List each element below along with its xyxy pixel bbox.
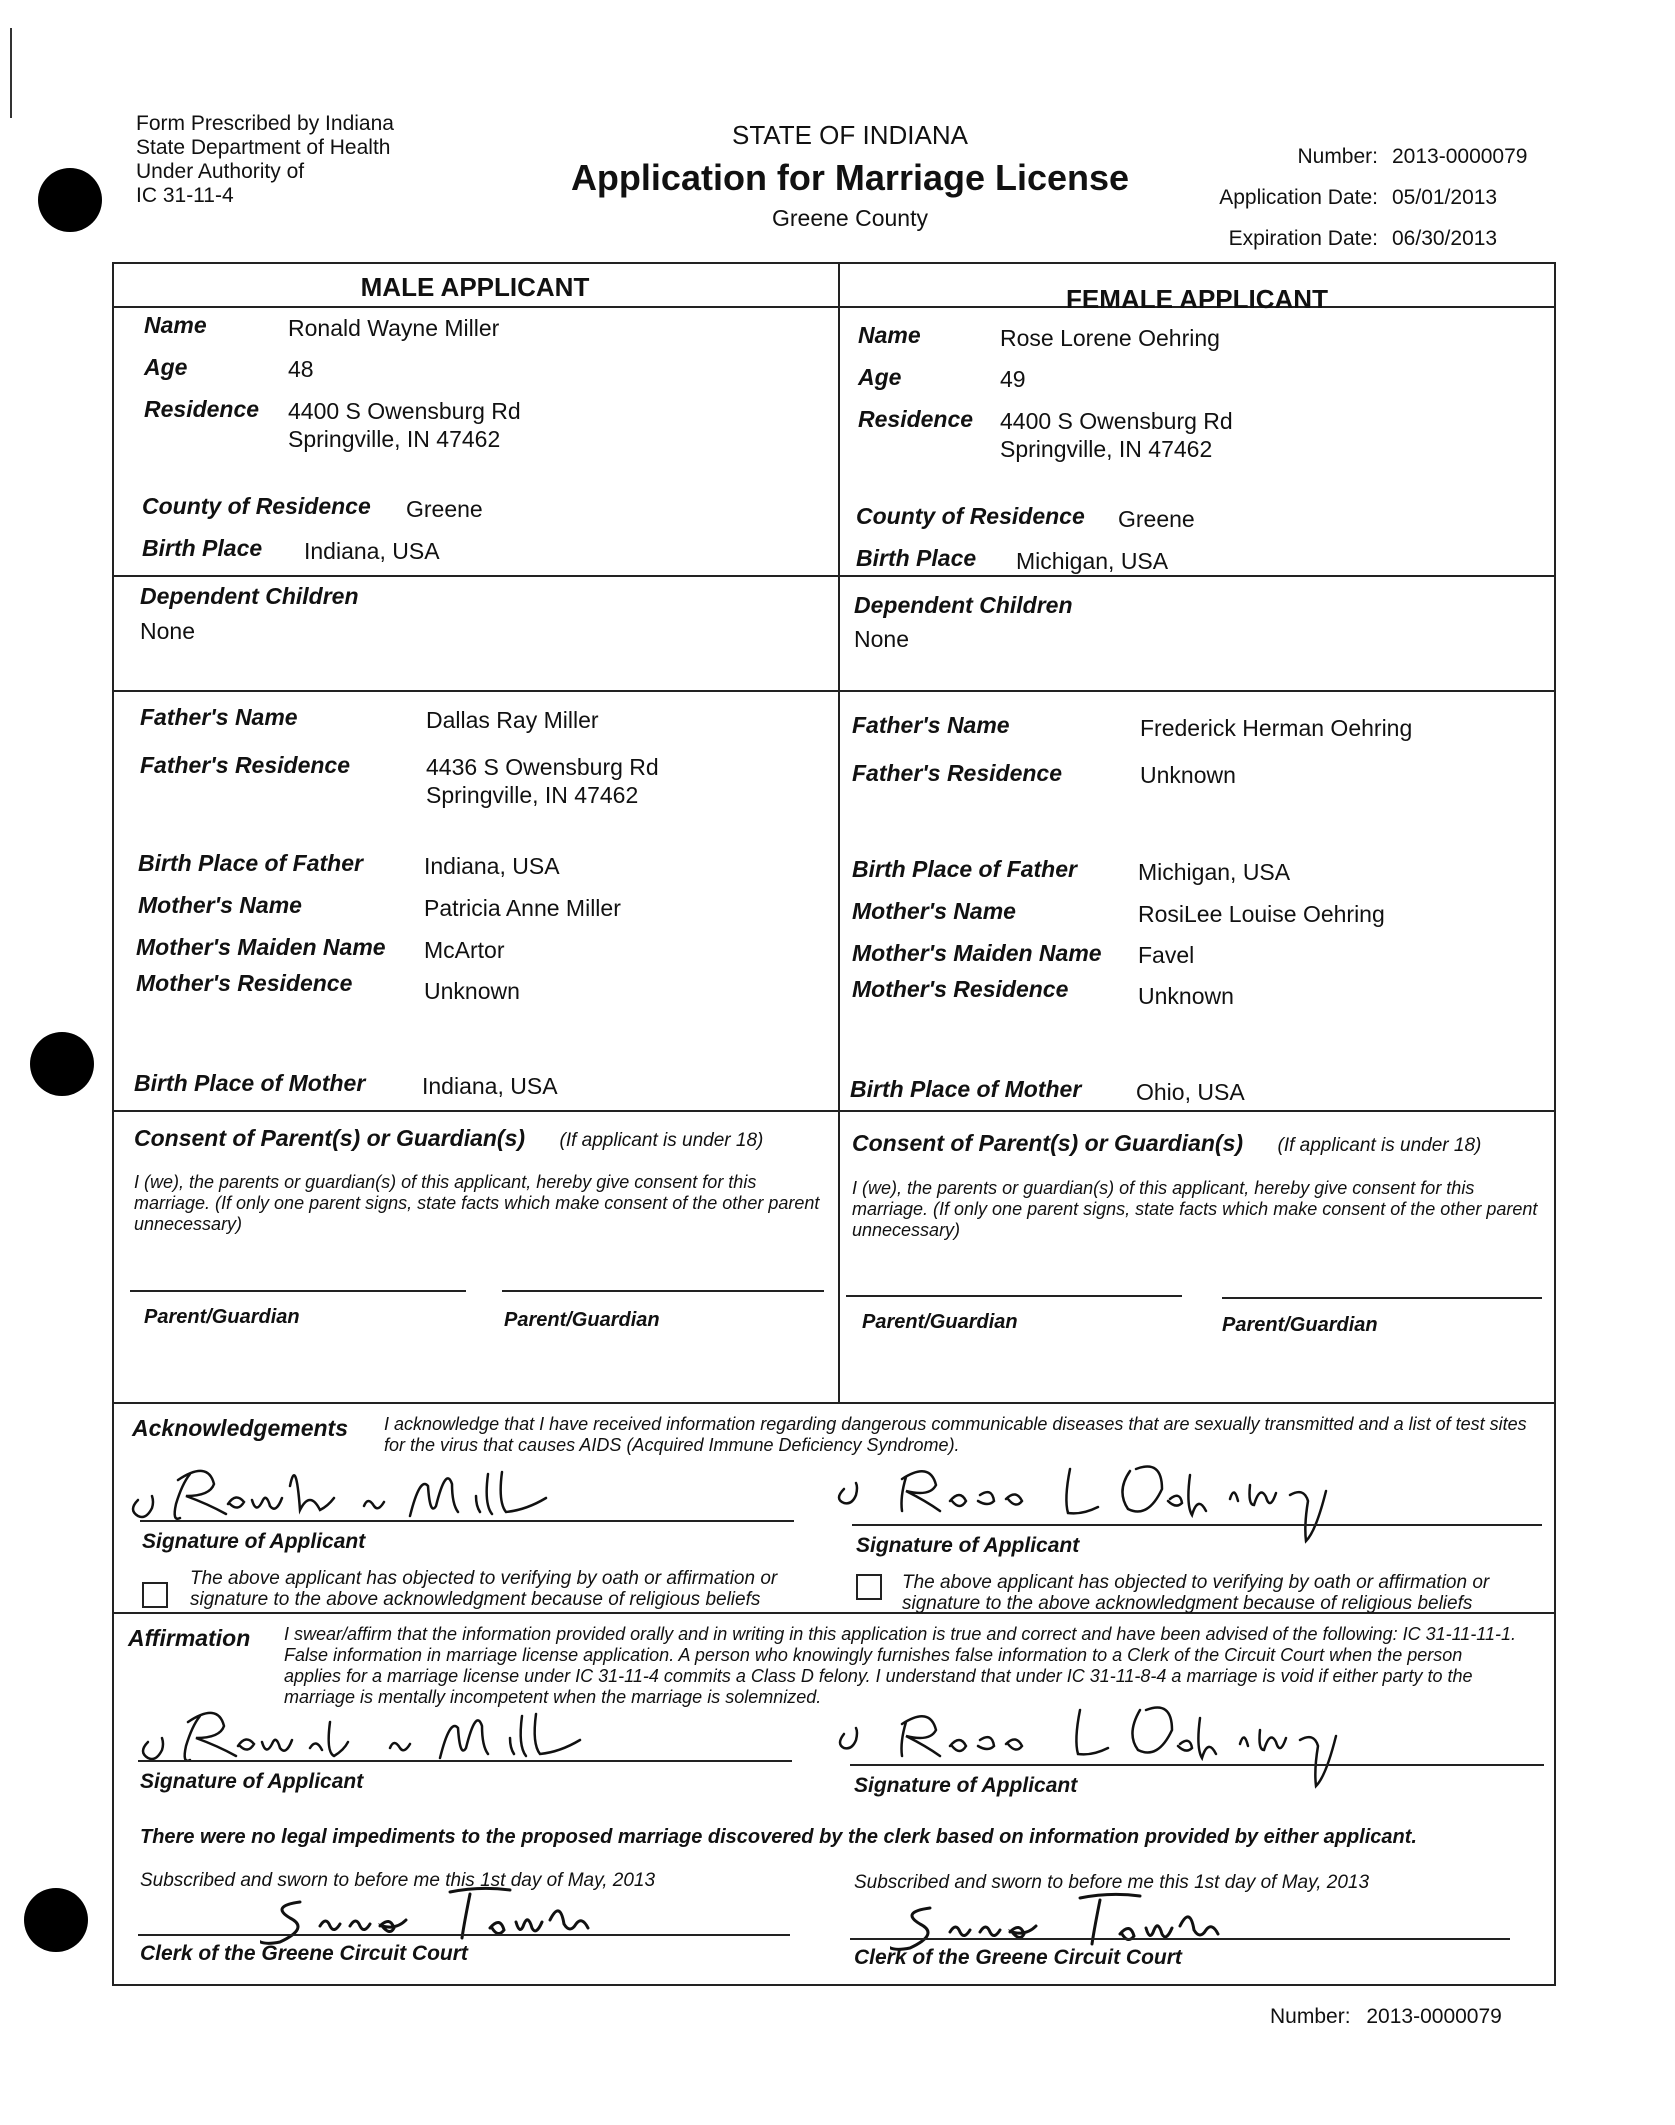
male-dependent-children: None bbox=[140, 618, 195, 644]
male-birth-place: Indiana, USA bbox=[304, 538, 440, 564]
female-birth-place-mother: Ohio, USA bbox=[1136, 1079, 1245, 1105]
application-date-label: Application Date: bbox=[1219, 186, 1378, 209]
section-divider bbox=[112, 690, 1554, 692]
female-residence-line1: 4400 S Owensburg Rd bbox=[1000, 408, 1233, 434]
male-mothers-name: Patricia Anne Miller bbox=[424, 895, 621, 921]
female-residence-line2: Springville, IN 47462 bbox=[1000, 436, 1213, 462]
male-parent-label-1: Parent/Guardian bbox=[144, 1306, 300, 1328]
female-mothers-maiden-name: Favel bbox=[1138, 942, 1195, 968]
authority-line: State Department of Health bbox=[136, 136, 391, 159]
female-applicant-heading: FEMALE APPLICANT bbox=[1066, 284, 1328, 314]
scan-edge-mark bbox=[10, 28, 12, 118]
male-clerk-label: Clerk of the Greene Circuit Court bbox=[140, 1942, 468, 1965]
female-fathers-name: Frederick Herman Oehring bbox=[1140, 715, 1413, 741]
male-mothers-maiden-name-label: Mother's Maiden Name bbox=[136, 934, 386, 960]
male-parent-signature-line-1 bbox=[130, 1290, 466, 1292]
female-fathers-residence-label: Father's Residence bbox=[852, 760, 1062, 786]
male-residence-line1: 4400 S Owensburg Rd bbox=[288, 398, 521, 424]
female-ack-signature bbox=[830, 1455, 1390, 1545]
male-mothers-residence: Unknown bbox=[424, 978, 520, 1004]
expiration-date-value: 06/30/2013 bbox=[1392, 227, 1498, 250]
application-date-value: 05/01/2013 bbox=[1392, 186, 1498, 209]
male-name-label: Name bbox=[144, 312, 207, 338]
female-mothers-residence-label: Mother's Residence bbox=[852, 976, 1069, 1002]
female-aff-signature-line bbox=[850, 1764, 1544, 1766]
female-residence-label: Residence bbox=[858, 406, 974, 432]
female-name-label: Name bbox=[858, 322, 921, 348]
number-label: Number: bbox=[1297, 145, 1378, 168]
female-parent-label-1: Parent/Guardian bbox=[862, 1311, 1018, 1333]
male-objection-checkbox[interactable] bbox=[142, 1582, 168, 1608]
form-authority bbox=[136, 112, 394, 208]
footer-number bbox=[1270, 2005, 1502, 2029]
affirmation-text: I swear/affirm that the information provided orally and in writing in this application is true and correct and have been advised of the following: IC 31-11-11-1. False information in marriage license application. A person who knowingly furnishes false information to a Clerk of the Circuit Court when the person applies for a marriage license under IC 31-11-4 commits a Class D felony. I understand that under IC 31-11-8-4 a marriage is void if either party to the marriage is mentally incompetent when the marriage is solemnized. bbox=[284, 1624, 1516, 1707]
male-fathers-residence-label: Father's Residence bbox=[140, 752, 350, 778]
female-consent-text: I (we), the parents or guardian(s) of this applicant, hereby give consent for this marriage. (If only one parent signs, state facts which make consent of the other parent unnecessary) bbox=[852, 1178, 1538, 1240]
female-birth-place-father-label: Birth Place of Father bbox=[852, 856, 1077, 882]
female-age: 49 bbox=[1000, 366, 1026, 392]
acknowledgements-text: I acknowledge that I have received information regarding dangerous communicable diseases that are sexually transmitted and a list of test sites for the virus that causes AIDS (Acquired Immune Deficiency Syndrome). bbox=[384, 1414, 1527, 1455]
male-age-label: Age bbox=[144, 354, 188, 380]
female-parent-signature-line-2 bbox=[1222, 1297, 1542, 1299]
female-consent-title: Consent of Parent(s) or Guardian(s) bbox=[852, 1130, 1244, 1156]
female-clerk-signature-line bbox=[850, 1938, 1510, 1940]
punch-hole-top bbox=[38, 168, 102, 232]
female-objection-checkbox[interactable] bbox=[856, 1574, 882, 1600]
male-birth-place-mother-label: Birth Place of Mother bbox=[134, 1070, 366, 1096]
female-aff-signature-label: Signature of Applicant bbox=[854, 1774, 1078, 1797]
number-value: 2013-0000079 bbox=[1392, 145, 1528, 168]
male-birth-place-mother: Indiana, USA bbox=[422, 1073, 558, 1099]
male-objection-text: The above applicant has objected to verifying by oath or affirmation or signature to the above acknowledgment because of religious beliefs bbox=[190, 1568, 778, 1610]
section-divider bbox=[112, 1402, 1554, 1404]
footer-number-label: Number: bbox=[1270, 2005, 1351, 2028]
male-fathers-name-label: Father's Name bbox=[140, 704, 298, 730]
expiration-date-label: Expiration Date: bbox=[1228, 227, 1378, 250]
license-meta bbox=[1180, 136, 1527, 259]
male-residence-label: Residence bbox=[144, 396, 260, 422]
female-county: Greene bbox=[1118, 506, 1195, 532]
female-parent-label-2: Parent/Guardian bbox=[1222, 1314, 1378, 1336]
female-birth-place-mother-label: Birth Place of Mother bbox=[850, 1076, 1082, 1102]
female-birth-place-label: Birth Place bbox=[856, 545, 977, 571]
section-divider bbox=[112, 575, 1554, 577]
male-parent-signature-line-2 bbox=[502, 1290, 824, 1292]
female-clerk-label: Clerk of the Greene Circuit Court bbox=[854, 1946, 1182, 1969]
male-mothers-residence-label: Mother's Residence bbox=[136, 970, 353, 996]
acknowledgements-title: Acknowledgements bbox=[132, 1415, 348, 1441]
female-mothers-name-label: Mother's Name bbox=[852, 898, 1016, 924]
affirmation-title: Affirmation bbox=[128, 1625, 251, 1651]
male-fathers-residence-line2: Springville, IN 47462 bbox=[426, 782, 639, 808]
male-mothers-name-label: Mother's Name bbox=[138, 892, 302, 918]
male-consent-note: (If applicant is under 18) bbox=[559, 1130, 764, 1151]
female-ack-signature-label: Signature of Applicant bbox=[856, 1534, 1080, 1557]
no-impediments-statement: There were no legal impediments to the proposed marriage discovered by the clerk based on information provided by either applicant. bbox=[140, 1826, 1417, 1848]
female-name: Rose Lorene Oehring bbox=[1000, 325, 1220, 351]
male-aff-signature-label: Signature of Applicant bbox=[140, 1770, 364, 1793]
female-dependent-children: None bbox=[854, 626, 909, 652]
male-consent-text: I (we), the parents or guardian(s) of this applicant, hereby give consent for this marriage. (If only one parent signs, state facts which make consent of the other parent unnecessary) bbox=[134, 1172, 820, 1234]
female-mothers-residence: Unknown bbox=[1138, 983, 1234, 1009]
page-title: Application for Marriage License bbox=[570, 157, 1130, 198]
female-subscribed-text: Subscribed and sworn to before me this 1st day of May, 2013 bbox=[854, 1872, 1370, 1893]
county-name: Greene County bbox=[772, 205, 928, 231]
female-mothers-maiden-name-label: Mother's Maiden Name bbox=[852, 940, 1102, 966]
male-birth-place-father-label: Birth Place of Father bbox=[138, 850, 363, 876]
male-applicant-heading: MALE APPLICANT bbox=[360, 272, 590, 302]
footer-number-value: 2013-0000079 bbox=[1366, 2005, 1502, 2028]
authority-line: Form Prescribed by Indiana bbox=[136, 112, 394, 135]
female-county-label: County of Residence bbox=[856, 503, 1085, 529]
male-ack-signature-line bbox=[140, 1520, 794, 1522]
punch-hole-middle bbox=[30, 1032, 94, 1096]
male-consent-title: Consent of Parent(s) or Guardian(s) bbox=[134, 1125, 526, 1151]
male-age: 48 bbox=[288, 356, 314, 382]
form-title-block bbox=[500, 120, 1200, 232]
male-mothers-maiden-name: McArtor bbox=[424, 937, 505, 963]
female-ack-signature-line bbox=[852, 1524, 1542, 1526]
section-divider bbox=[112, 1110, 1554, 1112]
male-fathers-residence-line1: 4436 S Owensburg Rd bbox=[426, 754, 659, 780]
column-divider bbox=[838, 262, 840, 1402]
male-residence-line2: Springville, IN 47462 bbox=[288, 426, 501, 452]
punch-hole-bottom bbox=[24, 1888, 88, 1952]
female-parent-signature-line-1 bbox=[846, 1295, 1182, 1297]
male-dependent-children-label: Dependent Children bbox=[140, 583, 359, 609]
female-birth-place: Michigan, USA bbox=[1016, 548, 1169, 574]
male-birth-place-father: Indiana, USA bbox=[424, 853, 560, 879]
state-name: STATE OF INDIANA bbox=[732, 120, 968, 150]
male-subscribed-text: Subscribed and sworn to before me this 1st day of May, 2013 bbox=[140, 1870, 656, 1891]
male-clerk-signature bbox=[260, 1880, 620, 1950]
male-fathers-name: Dallas Ray Miller bbox=[426, 707, 599, 733]
female-age-label: Age bbox=[858, 364, 902, 390]
male-parent-label-2: Parent/Guardian bbox=[504, 1309, 660, 1331]
female-objection-text: The above applicant has objected to verifying by oath or affirmation or signature to the above acknowledgment because of religious beliefs bbox=[902, 1572, 1490, 1614]
female-mothers-name: RosiLee Louise Oehring bbox=[1138, 901, 1385, 927]
male-clerk-signature-line bbox=[138, 1934, 790, 1936]
male-name: Ronald Wayne Miller bbox=[288, 315, 500, 341]
female-consent-note: (If applicant is under 18) bbox=[1277, 1135, 1482, 1156]
female-fathers-residence: Unknown bbox=[1140, 762, 1236, 788]
male-county: Greene bbox=[406, 496, 483, 522]
female-fathers-name-label: Father's Name bbox=[852, 712, 1010, 738]
male-birth-place-label: Birth Place bbox=[142, 535, 263, 561]
male-ack-signature-label: Signature of Applicant bbox=[142, 1530, 366, 1553]
authority-line: IC 31-11-4 bbox=[136, 184, 234, 207]
authority-line: Under Authority of bbox=[136, 160, 305, 183]
female-dependent-children-label: Dependent Children bbox=[854, 592, 1073, 618]
male-county-label: County of Residence bbox=[142, 493, 371, 519]
male-aff-signature-line bbox=[138, 1760, 792, 1762]
female-birth-place-father: Michigan, USA bbox=[1138, 859, 1291, 885]
